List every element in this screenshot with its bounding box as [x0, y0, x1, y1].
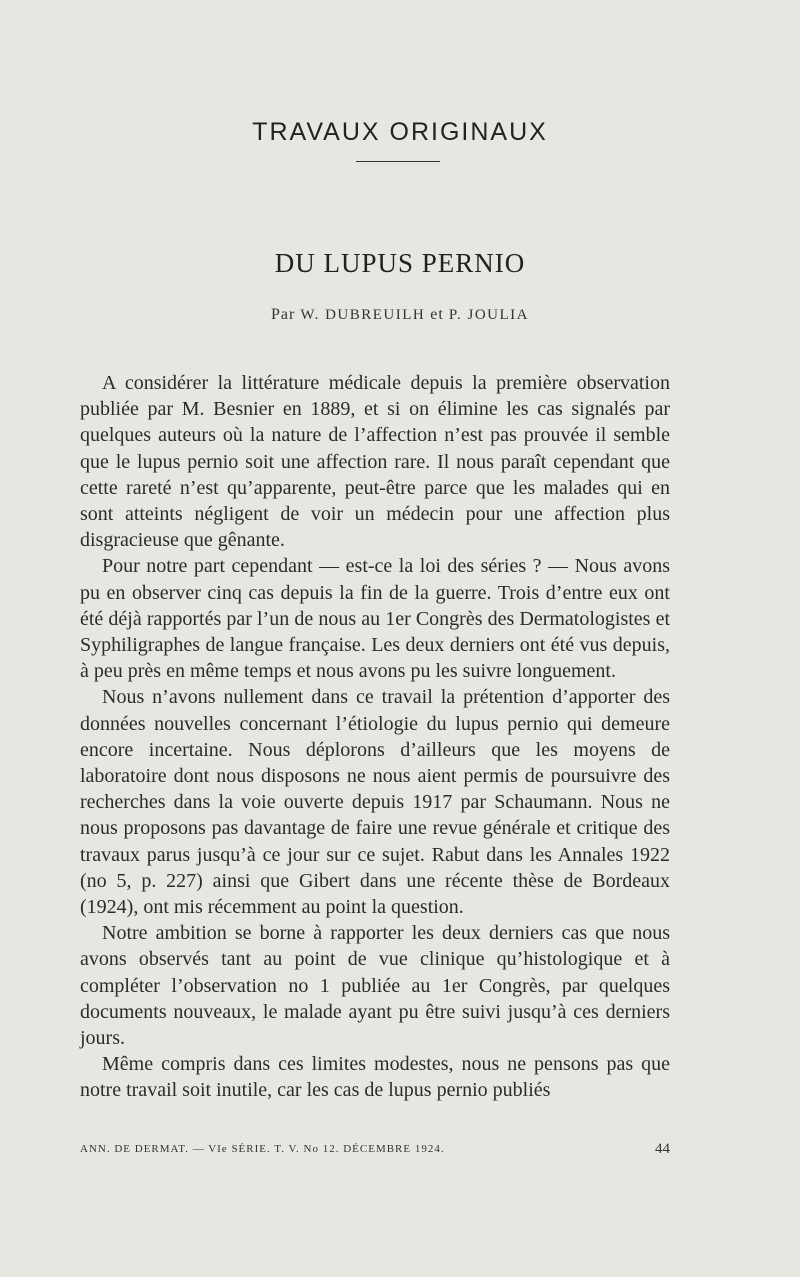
byline-conjunction: et	[430, 306, 444, 323]
author-2: P. JOULIA	[448, 307, 529, 323]
page-number: 44	[655, 1141, 670, 1157]
section-title: TRAVAUX ORIGINAUX	[252, 118, 548, 146]
paragraph-3: Nous n’avons nullement dans ce travail la prétention d’apporter des données nouvelles concernant l’étiologie du lupus pernio qui demeure encore incertaine. Nous déplorons d’ailleurs que les moyens de laboratoire dont nous disposons ne nous aient permis de poursuivre des recherches dans la voie ouverte depuis 1917 par Schaumann. Nous ne nous proposons pas davantage de faire une revue générale et critique des travaux parus jusqu’à ce jour sur ce sujet. Rabut dans les Annales 1922 (no 5, p. 227) ainsi que Gibert dans une récente thèse de Bordeaux (1924), ont mis récemment au point la question.	[80, 686, 670, 919]
paragraph-1: A considérer la littérature médicale depuis la première observation publiée par M. Besnier en 1889, et si on élimine les cas signalés par quelques auteurs où la nature de l’affection n’est pas prouvée il semble que le lupus pernio soit une affection rare. Il nous paraît cependant que cette rareté n’est qu’apparente, peut-être parce que les malades qui en sont atteints négligent de voir un médecin pour une affection plus disgracieuse que gênante.	[80, 372, 670, 552]
journal-reference: ANN. DE DERMAT. — VIe SÉRIE. T. V. No 12. DÉCEMBRE 1924.	[80, 1143, 445, 1155]
article-title: DU LUPUS PERNIO	[274, 248, 526, 278]
byline	[0, 306, 800, 324]
title-rule	[356, 161, 440, 162]
running-footer	[80, 1143, 670, 1155]
byline-prefix: Par	[270, 306, 296, 323]
article-body	[80, 370, 670, 1104]
paragraph-4: Notre ambition se borne à rapporter les deux derniers cas que nous avons observés tant au point de vue clinique qu’histologique et à compléter l’observation no 1 publiée au 1er Congrès, par quelques documents nouveaux, le malade ayant pu être suivi jusqu’à ces derniers jours.	[80, 922, 670, 1050]
paragraph-5: Même compris dans ces limites modestes, nous ne pensons pas que notre travail soit inutile, car les cas de lupus pernio publiés	[80, 1053, 670, 1102]
paragraph-2: Pour notre part cependant — est-ce la loi des séries ? — Nous avons pu en observer cinq cas depuis la fin de la guerre. Trois d’entre eux ont été déjà rapportés par l’un de nous au 1er Congrès des Dermatologistes et Syphiligraphes de langue française. Les deux derniers ont été vus depuis, à peu près en même temps et nous avons pu les suivre longuement.	[80, 555, 670, 683]
author-1: W. DUBREUILH	[300, 307, 426, 323]
